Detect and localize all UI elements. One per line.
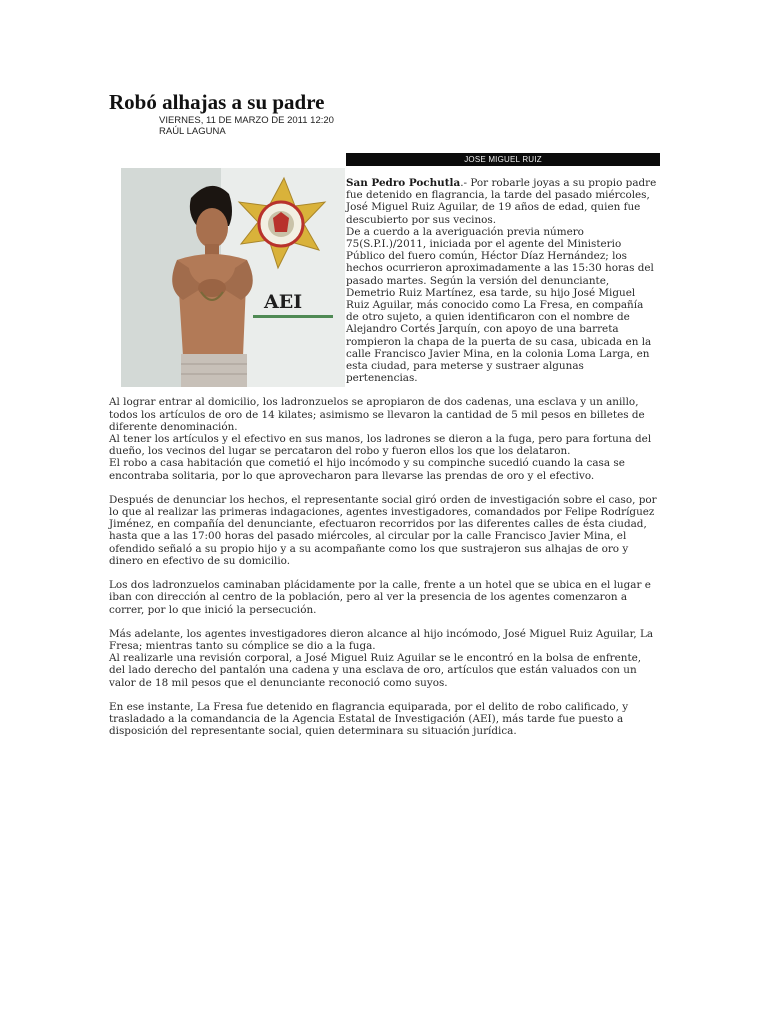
badge-text: AEI — [264, 291, 303, 313]
dateline: San Pedro Pochutla — [346, 177, 461, 189]
article-body — [109, 177, 658, 737]
article-title: Robó alhajas a su padre — [109, 90, 325, 114]
paragraph: Al lograr entrar al domicilio, los ladronzuelos se apropiaron de dos cadenas, una esclava y un anillo, todos los artículos de oro de 14 kilates; asimismo se llevaron la cantidad de 5 mil pesos en billetes de diferente denominación. — [109, 396, 645, 433]
paragraph-text: .- Por robarle joyas a su propio padre fue detenido en flagrancia, la tarde del pasado miércoles, José Miguel Ruiz Aguilar, de 19 años de edad, quien fue descubierto por sus vecinos. — [346, 177, 657, 226]
paragraph: En ese instante, La Fresa fue detenido en flagrancia equiparada, por el delito de robo calificado, y trasladado a la comandancia de la Agencia Estatal de Investigación (AEI), más tarde fue puesto a disposición del representante social, quien determinara su situación jurídica. — [109, 700, 629, 738]
paragraph: Más adelante, los agentes investigadores dieron alcance al hijo incómodo, José Miguel Ruiz Aguilar, La Fresa; mientras tanto su cómplice se dio a la fuga. — [109, 627, 654, 652]
photo-spacer — [109, 177, 346, 391]
paragraph: De a cuerdo a la averiguación previa número 75(S.P.I.)/2011, iniciada por el agente del Ministerio Público del fuero común, Héctor Díaz Hernández; los hechos ocurrieron aproximadamente a las 15:30 horas del pasado martes. Según la versión del denunciante, Demetrio Ruiz Martínez, esa tarde, su hijo José Miguel Ruiz Aguilar, más conocido como La Fresa, en compañía de otro sujeto, a quien identificaron con el nombre de Alejandro Cortés Jarquín, con apoyo de una barreta rompieron la chapa de la puerta de su casa, ubicada en la calle Francisco Javier Mina, en la colonia Loma Larga, en esta ciudad, para meterse y sustraer algunas pertenencias. — [346, 225, 654, 385]
paragraph: Al realizarle una revisión corporal, a José Miguel Ruiz Aguilar se le encontró en la bolsa de enfrente, del lado derecho del pantalón una cadena y una esclava de oro, artículos que están valuados con un valor de 18 mil pesos que el denunciante reconoció como suyos. — [109, 652, 642, 689]
paragraph: El robo a casa habitación que cometió el hijo incómodo y su compinche sucedió cuando la casa se encontraba solitaria, por lo que aprovecharon para llevarse las prendas de oro y el efectivo. — [109, 457, 625, 482]
paragraph: Los dos ladronzuelos caminaban plácidamente por la calle, frente a un hotel que se ubica en el lugar e iban con dirección al centro de la población, pero al ver la presencia de los agentes comenzaron a correr, por lo que inició la persecución. — [109, 579, 651, 616]
article-author: RAÚL LAGUNA — [159, 126, 226, 137]
paragraph: Al tener los artículos y el efectivo en sus manos, los ladrones se dieron a la fuga, pero para fortuna del dueño, los vecinos del lugar se percataron del robo y fueron ellos los que los delataron. — [109, 433, 652, 458]
paragraph: Después de denunciar los hechos, el representante social giró orden de investigación sobre el caso, por lo que al realizar las primeras indagaciones, agentes investigadores, comandados por Felipe Rodríguez Jiménez, en compañía del denunciante, efectuaron recorridos por las diferentes calles de ésta ciudad, hasta que a las 17:00 horas del pasado miércoles, al circular por la calle Francisco Javier Mina, el ofendido señaló a su propio hijo y a su acompañante como los que sustrajeron sus alhajas de oro y dinero en efectivo de su domicilio. — [109, 493, 657, 567]
article-date: VIERNES, 11 DE MARZO DE 2011 12:20 — [159, 115, 334, 126]
photo-caption: JOSE MIGUEL RUIZ — [346, 153, 660, 166]
